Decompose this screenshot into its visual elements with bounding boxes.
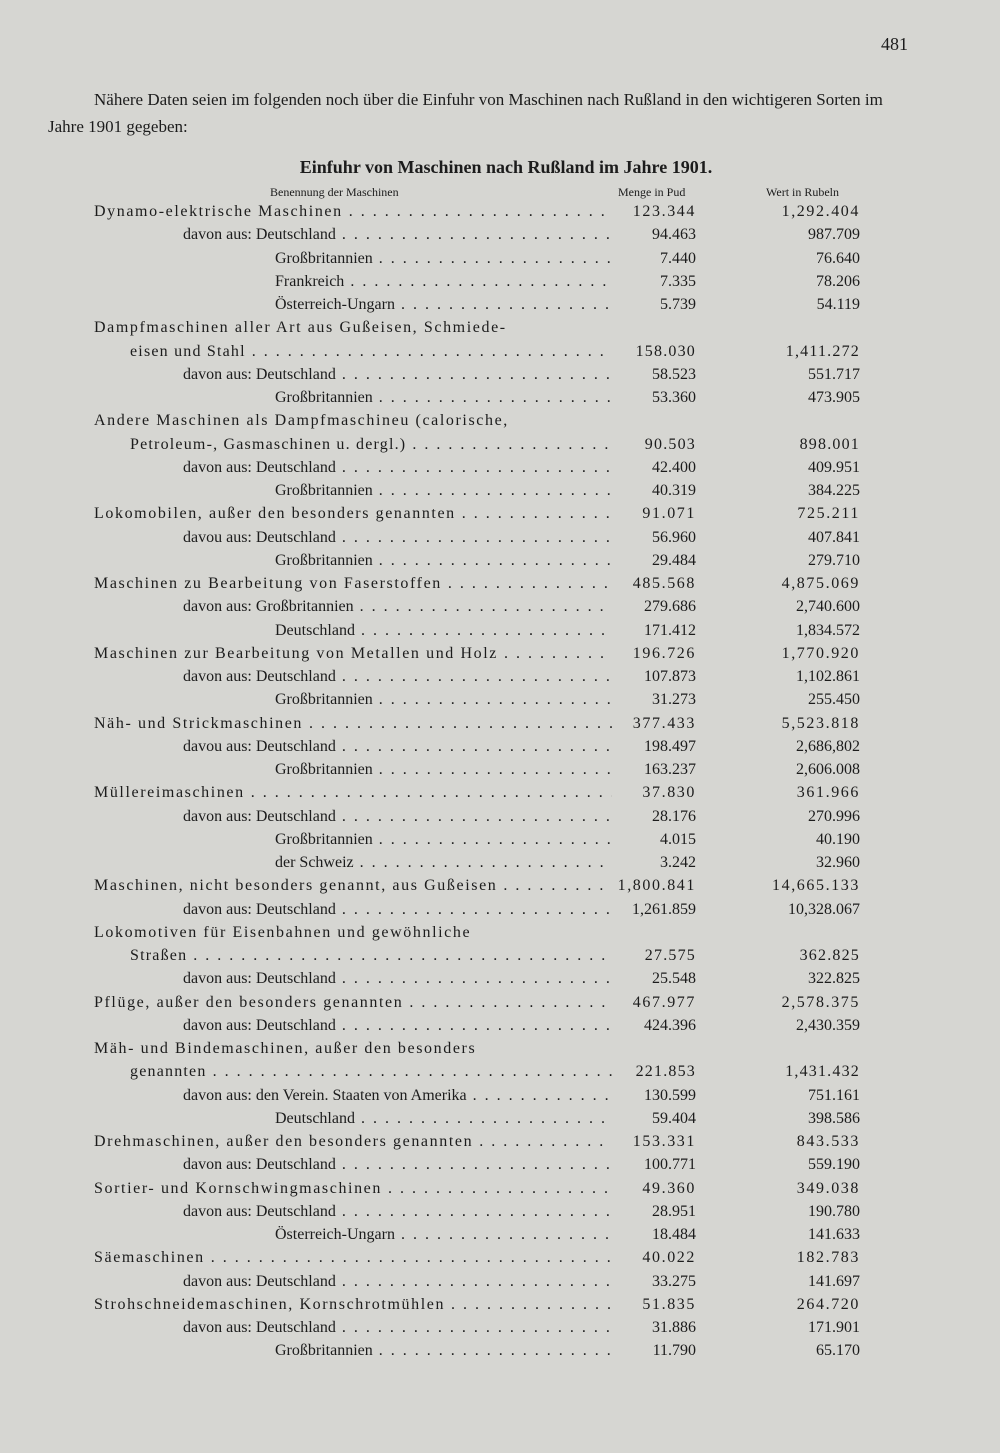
- quantity-pud: 123.344: [632, 203, 696, 220]
- value-rubel: 4,875.069: [781, 575, 860, 592]
- quantity-pud: 31.886: [652, 1319, 696, 1336]
- value-rubel: 1,411.272: [785, 342, 860, 360]
- value-rubel: 40.190: [816, 830, 860, 848]
- table-row: [0, 434, 1000, 457]
- machine-name: Mäh- und Bindemaschinen, außer den besonders: [94, 1040, 477, 1057]
- value-rubel: 141.633: [808, 1226, 860, 1243]
- value-rubel: 349.038: [796, 1179, 860, 1197]
- value-rubel: 1,292.404: [781, 203, 860, 220]
- value-rubel: 182.783: [796, 1249, 860, 1267]
- table-row: [0, 341, 1000, 364]
- table-row: [0, 1038, 1000, 1061]
- quantity-pud: 7.440: [660, 249, 696, 267]
- table-row: [0, 1201, 1000, 1224]
- machine-name: Müllereimaschinen . . .: [94, 784, 612, 802]
- machine-name: Großbritannien . . .: [275, 250, 612, 268]
- quantity-pud: 91.071: [642, 505, 696, 523]
- table-row: [0, 782, 1000, 805]
- table-row: [0, 968, 1000, 991]
- table-row: [0, 666, 1000, 689]
- quantity-pud: 51.835: [642, 1295, 696, 1313]
- table-row: [0, 852, 1000, 875]
- machine-name: davon aus: Deutschland . . .: [183, 1319, 612, 1337]
- machine-name: Lokomobilen, außer den besonders genannten . . .: [94, 505, 612, 523]
- machine-name: Petroleum-, Gasmaschinen u. dergl.) . . .: [130, 436, 612, 454]
- table-row: [0, 224, 1000, 247]
- machine-name: Drehmaschinen, außer den besonders genannten . . .: [94, 1133, 612, 1151]
- quantity-pud: 94.463: [652, 226, 696, 244]
- quantity-pud: 1,261.859: [632, 900, 696, 918]
- value-rubel: 2,430.359: [796, 1016, 860, 1034]
- machine-name: Großbritannien . . .: [275, 552, 612, 570]
- machine-name: Maschinen zur Bearbeitung von Metallen und Holz . . .: [94, 645, 612, 663]
- table-row: [0, 1294, 1000, 1317]
- quantity-pud: 3.242: [660, 854, 696, 871]
- machine-name: davon aus: Deutschland . . .: [183, 366, 612, 384]
- table-row: [0, 713, 1000, 736]
- quantity-pud: 27.575: [644, 947, 696, 964]
- quantity-pud: 171.412: [644, 621, 696, 639]
- column-header-name: Benennung der Maschinen: [270, 185, 399, 199]
- table-row: [0, 1015, 1000, 1038]
- value-rubel: 1,431.432: [785, 1063, 860, 1081]
- value-rubel: 725.211: [797, 505, 860, 523]
- quantity-pud: 107.873: [644, 668, 696, 685]
- table-row: [0, 550, 1000, 573]
- machine-name: Lokomotiven für Eisenbahnen und gewöhnliche: [94, 923, 472, 941]
- value-rubel: 32.960: [816, 854, 860, 871]
- value-rubel: 322.825: [808, 970, 860, 988]
- table-row: [0, 1224, 1000, 1247]
- table-row: [0, 1131, 1000, 1154]
- quantity-pud: 198.497: [644, 737, 696, 755]
- value-rubel: 255.450: [808, 691, 860, 709]
- value-rubel: 559.190: [808, 1156, 860, 1174]
- value-rubel: 409.951: [808, 458, 860, 476]
- value-rubel: 1,770.920: [781, 644, 860, 662]
- machine-name: genannten . . .: [130, 1063, 612, 1081]
- machine-name: davon aus: Deutschland . . .: [183, 808, 612, 826]
- value-rubel: 362.825: [799, 947, 860, 964]
- value-rubel: 751.161: [808, 1086, 860, 1104]
- table-row: [0, 201, 1000, 224]
- machine-name: Dampfmaschinen aller Art aus Gußeisen, Schmiede-: [94, 319, 507, 337]
- machine-name: davon aus: Deutschland . . .: [183, 459, 612, 477]
- quantity-pud: 58.523: [652, 365, 696, 383]
- machine-name: davon aus: Deutschland . . .: [183, 1273, 612, 1291]
- value-rubel: 54.119: [816, 296, 860, 313]
- table-row: [0, 736, 1000, 759]
- value-rubel: 2,578.375: [781, 993, 860, 1011]
- machine-name: Straßen . . .: [130, 947, 612, 965]
- machine-name: Säemaschinen . . .: [94, 1249, 612, 1267]
- value-rubel: 76.640: [816, 249, 860, 267]
- import-table: [0, 201, 1000, 1364]
- quantity-pud: 424.396: [644, 1016, 696, 1034]
- table-row: [0, 1178, 1000, 1201]
- table-row: [0, 387, 1000, 410]
- value-rubel: 987.709: [808, 226, 860, 244]
- value-rubel: 270.996: [808, 807, 860, 825]
- quantity-pud: 485.568: [632, 575, 696, 592]
- machine-name: Großbritannien . . .: [275, 482, 612, 500]
- machine-name: davon aus: Deutschland . . .: [183, 1156, 612, 1174]
- machine-name: Dynamo-elektrische Maschinen . . .: [94, 203, 612, 221]
- table-row: [0, 643, 1000, 666]
- quantity-pud: 130.599: [644, 1086, 696, 1104]
- machine-name: Großbritannien . . .: [275, 1342, 612, 1360]
- table-row: [0, 1271, 1000, 1294]
- machine-name: davon aus: Deutschland . . .: [183, 970, 612, 988]
- table-row: [0, 620, 1000, 643]
- quantity-pud: 153.331: [632, 1133, 696, 1150]
- table-row: [0, 317, 1000, 340]
- value-rubel: 5,523.818: [781, 714, 860, 732]
- machine-name: Strohschneidemaschinen, Kornschrotmühlen . . .: [94, 1296, 612, 1314]
- value-rubel: 190.780: [808, 1202, 860, 1220]
- value-rubel: 78.206: [816, 272, 860, 290]
- table-row: [0, 1154, 1000, 1177]
- value-rubel: 279.710: [808, 551, 860, 569]
- table-row: [0, 410, 1000, 433]
- machine-name: Maschinen, nicht besonders genannt, aus Gußeisen . . .: [94, 877, 612, 895]
- table-row: [0, 1085, 1000, 1108]
- quantity-pud: 42.400: [652, 458, 696, 476]
- page-number: 481: [881, 34, 908, 54]
- value-rubel: 843.533: [796, 1133, 860, 1150]
- table-row: [0, 480, 1000, 503]
- quantity-pud: 37.830: [642, 784, 696, 802]
- quantity-pud: 25.548: [652, 970, 696, 988]
- quantity-pud: 53.360: [652, 389, 696, 406]
- table-row: [0, 806, 1000, 829]
- table-row: [0, 457, 1000, 480]
- table-row: [0, 573, 1000, 596]
- value-rubel: 141.697: [808, 1272, 860, 1290]
- machine-name: Maschinen zu Bearbeitung von Faserstoffen . . .: [94, 575, 612, 593]
- quantity-pud: 158.030: [635, 342, 696, 360]
- value-rubel: 171.901: [808, 1319, 860, 1336]
- machine-name: Frankreich . . .: [275, 273, 612, 291]
- table-row: [0, 364, 1000, 387]
- machine-name: Deutschland . . .: [275, 622, 612, 640]
- table-row: [0, 596, 1000, 619]
- quantity-pud: 221.853: [635, 1063, 696, 1081]
- table-row: [0, 294, 1000, 317]
- quantity-pud: 467.977: [632, 993, 696, 1011]
- machine-name: davon aus: Deutschland . . .: [183, 1017, 612, 1035]
- table-row: [0, 759, 1000, 782]
- value-rubel: 2,686,802: [796, 737, 860, 755]
- machine-name: davon aus: Deutschland . . .: [183, 1203, 612, 1221]
- value-rubel: 384.225: [808, 482, 860, 499]
- machine-name: Andere Maschinen als Dampfmaschineu (calorische,: [94, 412, 509, 430]
- machine-name: Deutschland . . .: [275, 1110, 612, 1128]
- value-rubel: 264.720: [796, 1295, 860, 1313]
- machine-name: Österreich-Ungarn . . .: [275, 1226, 612, 1244]
- intro-paragraph: Nähere Daten seien im folgenden noch über die Einfuhr von Maschinen nach Rußland in den wichtigeren Sorten im Jahre 1901 gegeben:: [48, 90, 883, 136]
- table-row: [0, 248, 1000, 271]
- quantity-pud: 5.739: [660, 296, 696, 313]
- table-row: [0, 1247, 1000, 1270]
- table-title: Einfuhr von Maschinen nach Rußland im Jahre 1901.: [299, 157, 713, 177]
- machine-name: davon aus: Deutschland . . .: [183, 901, 612, 919]
- machine-name: davou aus: Deutschland . . .: [183, 529, 612, 547]
- quantity-pud: 49.360: [642, 1179, 696, 1197]
- quantity-pud: 4.015: [660, 830, 696, 848]
- quantity-pud: 18.484: [652, 1226, 696, 1243]
- machine-name: davou aus: Deutschland . . .: [183, 738, 612, 756]
- machine-name: Großbritannien . . .: [275, 691, 612, 709]
- column-header-quantity: Menge in Pud: [618, 185, 686, 199]
- machine-name: eisen und Stahl . . .: [130, 343, 612, 361]
- table-row: [0, 503, 1000, 526]
- value-rubel: 898.001: [799, 435, 860, 453]
- machine-name: Großbritannien . . .: [275, 389, 612, 407]
- quantity-pud: 33.275: [652, 1272, 696, 1290]
- quantity-pud: 100.771: [644, 1156, 696, 1174]
- quantity-pud: 31.273: [652, 691, 696, 709]
- table-row: [0, 1317, 1000, 1340]
- quantity-pud: 59.404: [652, 1109, 696, 1127]
- table-row: [0, 922, 1000, 945]
- table-row: [0, 1340, 1000, 1363]
- table-row: [0, 1108, 1000, 1131]
- table-row: [0, 829, 1000, 852]
- value-rubel: 361.966: [796, 784, 860, 802]
- machine-name: Sortier- und Kornschwingmaschinen . . .: [94, 1180, 612, 1198]
- machine-name: Näh- und Strickmaschinen . . .: [94, 715, 612, 733]
- value-rubel: 407.841: [808, 528, 860, 546]
- machine-name: Großbritannien . . .: [275, 761, 612, 779]
- value-rubel: 10,328.067: [788, 900, 860, 918]
- quantity-pud: 279.686: [644, 598, 696, 616]
- table-row: [0, 899, 1000, 922]
- value-rubel: 2,606.008: [796, 761, 860, 778]
- quantity-pud: 28.176: [652, 807, 696, 825]
- quantity-pud: 40.022: [642, 1249, 696, 1267]
- machine-name: Österreich-Ungarn . . .: [275, 296, 612, 314]
- quantity-pud: 29.484: [652, 551, 696, 569]
- machine-name: davon aus: Großbritannien . . .: [183, 598, 612, 616]
- table-row: [0, 875, 1000, 898]
- value-rubel: 473.905: [808, 389, 860, 406]
- value-rubel: 398.586: [808, 1109, 860, 1127]
- value-rubel: 14,665.133: [772, 877, 860, 895]
- quantity-pud: 1,800.841: [617, 877, 696, 895]
- value-rubel: 1,834.572: [796, 621, 860, 639]
- quantity-pud: 377.433: [632, 714, 696, 732]
- table-row: [0, 271, 1000, 294]
- machine-name: davon aus: den Verein. Staaten von Amerika . . .: [183, 1087, 612, 1105]
- machine-name: Großbritannien . . .: [275, 831, 612, 849]
- column-header-value: Wert in Rubeln: [766, 185, 840, 199]
- quantity-pud: 11.790: [652, 1342, 696, 1360]
- machine-name: davon aus: Deutschland . . .: [183, 226, 612, 244]
- table-row: [0, 992, 1000, 1015]
- table-row: [0, 1061, 1000, 1084]
- quantity-pud: 56.960: [652, 528, 696, 546]
- machine-name: der Schweiz . . .: [275, 854, 612, 872]
- machine-name: Pflüge, außer den besonders genannten . . .: [94, 994, 612, 1012]
- table-row: [0, 689, 1000, 712]
- quantity-pud: 163.237: [644, 761, 696, 778]
- table-row: [0, 945, 1000, 968]
- table-row: [0, 527, 1000, 550]
- value-rubel: 65.170: [816, 1342, 860, 1360]
- quantity-pud: 7.335: [660, 272, 696, 290]
- quantity-pud: 196.726: [632, 644, 696, 662]
- quantity-pud: 40.319: [652, 482, 696, 499]
- machine-name: davon aus: Deutschland . . .: [183, 668, 612, 686]
- quantity-pud: 90.503: [644, 435, 696, 453]
- value-rubel: 551.717: [808, 365, 860, 383]
- value-rubel: 2,740.600: [796, 598, 860, 616]
- value-rubel: 1,102.861: [796, 668, 860, 685]
- quantity-pud: 28.951: [652, 1202, 696, 1220]
